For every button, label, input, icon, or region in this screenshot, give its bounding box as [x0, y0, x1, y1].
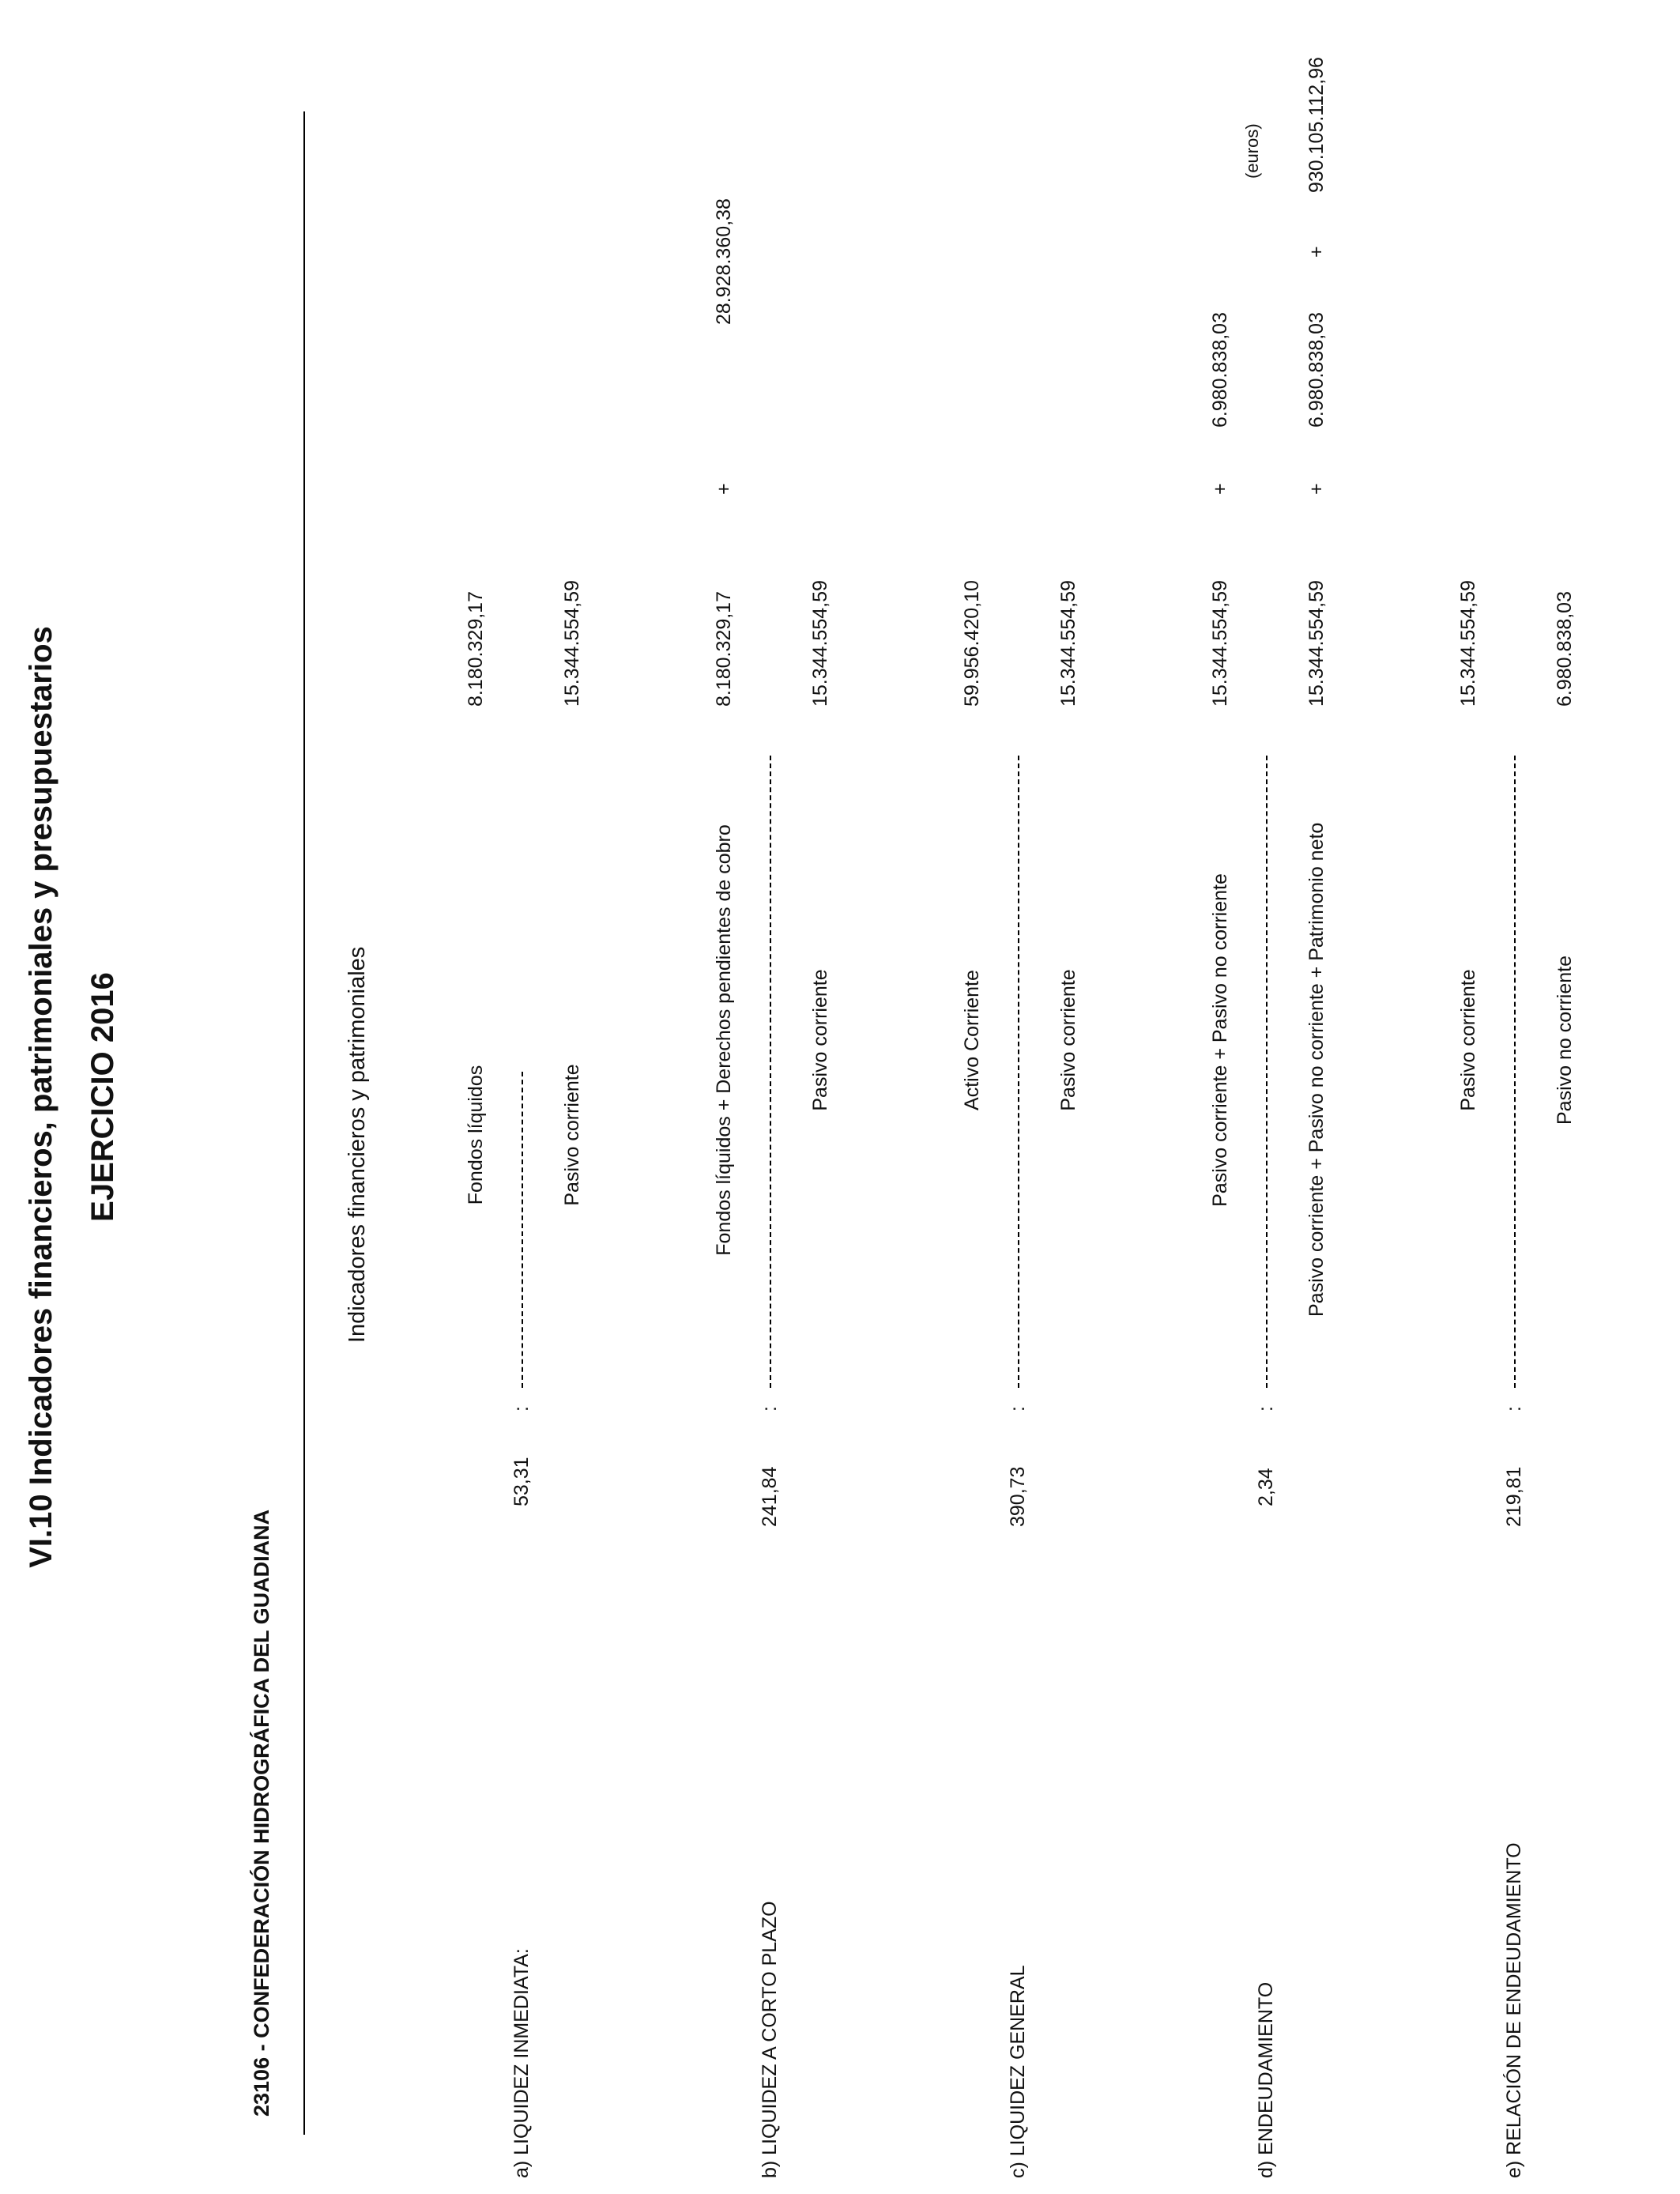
numerator-label: Pasivo corriente + Pasivo no corriente [1209, 873, 1231, 1207]
numerator-label: Activo Corriente [961, 970, 983, 1110]
indicator-separator: : [759, 1406, 781, 1412]
numerator-value-2: 28.928.360,38 [713, 198, 735, 325]
denominator-label: Pasivo corriente [809, 969, 831, 1111]
page-title: VI.10 Indicadores financieros, patrimoniales y presupuestarios [24, 626, 58, 1568]
denominator-label: Pasivo no corriente [1554, 956, 1576, 1125]
denominator-value: 15.344.554,59 [1057, 580, 1079, 707]
indicator-label: e) RELACIÓN DE ENDEUDAMIENTO [1503, 1842, 1525, 2178]
denominator-value-1: 15.344.554,59 [1305, 580, 1328, 707]
numerator-label: Pasivo corriente [1457, 969, 1479, 1111]
numerator-value: 15.344.554,59 [1457, 580, 1479, 707]
indicator-label: b) LIQUIDEZ A CORTO PLAZO [759, 1901, 781, 2178]
fraction-line [1514, 756, 1516, 1388]
denominator-value: 15.344.554,59 [561, 580, 583, 707]
indicator-label: a) LIQUIDEZ INMEDIATA: [510, 1948, 533, 2178]
indicator-separator: : [510, 1406, 533, 1412]
numerator-value: 59.956.420,10 [961, 580, 983, 707]
denominator-value: 15.344.554,59 [809, 580, 831, 707]
indicator-separator: : [1255, 1406, 1277, 1412]
denominator-value: 6.980.838,03 [1554, 591, 1576, 707]
fraction-line [770, 756, 771, 1388]
indicator-label: c) LIQUIDEZ GENERAL [1007, 1965, 1029, 2178]
fraction-line [1266, 756, 1268, 1388]
numerator-value: 8.180.329,17 [465, 591, 487, 707]
numerator-value-1: 8.180.329,17 [713, 591, 735, 707]
numerator-label: Fondos líquidos + Derechos pendientes de cobro [713, 824, 735, 1256]
unit-label: (euros) [1242, 123, 1262, 179]
plus-sign: + [1209, 483, 1231, 495]
plus-sign: + [713, 483, 735, 495]
plus-sign: + [1305, 246, 1328, 258]
indicator-separator: : [1007, 1406, 1029, 1412]
indicator-value: 53,31 [510, 1457, 533, 1506]
section-title: Indicadores financieros y patrimoniales [345, 946, 370, 1343]
indicator-separator: : [1503, 1406, 1525, 1412]
denominator-value-3: 930.105.112,96 [1305, 57, 1328, 193]
numerator-value-1: 15.344.554,59 [1209, 580, 1231, 707]
indicator-value: 2,34 [1255, 1468, 1277, 1506]
denominator-value-2: 6.980.838,03 [1305, 312, 1328, 428]
numerator-label: Fondos líquidos [465, 1065, 487, 1205]
plus-sign: + [1305, 483, 1328, 495]
fraction-line [522, 1072, 523, 1388]
denominator-label: Pasivo corriente + Pasivo no corriente + Patrimonio neto [1305, 822, 1328, 1317]
header-rule [303, 111, 305, 2135]
entity-name: 23106 - CONFEDERACIÓN HIDROGRÁFICA DEL GUADIANA [250, 1509, 273, 2117]
indicator-value: 390,73 [1007, 1466, 1029, 1527]
indicator-label: d) ENDEUDAMIENTO [1255, 1981, 1277, 2178]
denominator-label: Pasivo corriente [561, 1064, 583, 1206]
page-subtitle: EJERCICIO 2016 [85, 972, 120, 1222]
numerator-value-2: 6.980.838,03 [1209, 312, 1231, 428]
indicator-value: 241,84 [759, 1466, 781, 1527]
indicator-value: 219,81 [1503, 1466, 1525, 1527]
fraction-line [1018, 756, 1019, 1388]
denominator-label: Pasivo corriente [1057, 969, 1079, 1111]
